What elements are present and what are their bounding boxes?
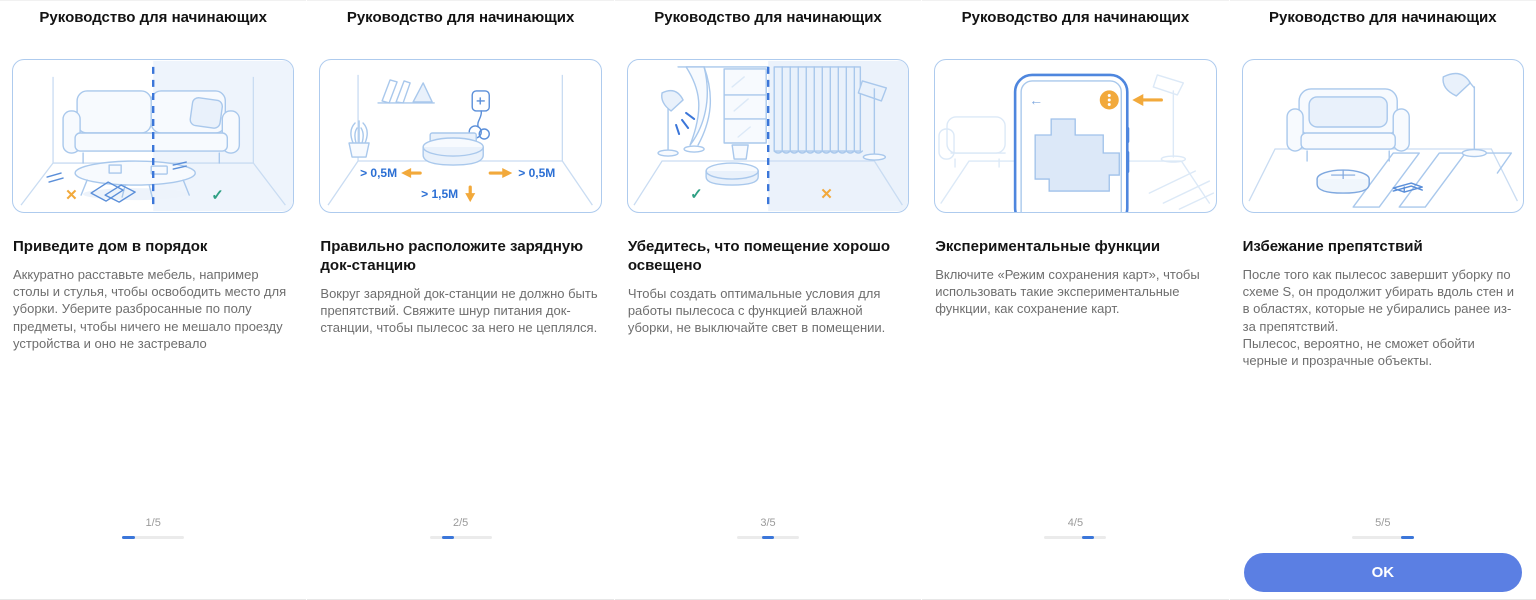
illustration-dock-placement <box>319 59 601 213</box>
page-title: Руководство для начинающих <box>39 9 267 26</box>
progress-fill <box>442 536 454 539</box>
guide-panel-3 <box>615 0 921 600</box>
illustration-good-lighting <box>627 59 909 213</box>
book-obstacle <box>1393 183 1422 192</box>
light-rays-icon <box>676 113 694 134</box>
guide-panel-2 <box>307 0 613 600</box>
progress-track <box>737 536 799 539</box>
page-title: Руководство для начинающих <box>654 9 882 26</box>
page-indicator <box>922 517 1228 539</box>
arrow-down-icon <box>466 193 476 202</box>
section-heading: Избежание препятствий <box>1242 238 1423 255</box>
window <box>724 69 766 143</box>
guide-panel-1 <box>0 0 306 600</box>
power-outlet <box>473 91 490 111</box>
progress-track <box>1044 536 1106 539</box>
progress-fill <box>122 536 134 539</box>
page-counter: 2/5 <box>452 517 469 529</box>
page-indicator <box>1230 517 1536 539</box>
robot-vacuum <box>1317 170 1369 193</box>
plant <box>349 121 369 157</box>
cross-icon: ✕ <box>65 187 78 205</box>
arrow-left-icon <box>402 168 412 178</box>
section-body: Чтобы создать оптимальные условия для работы пылесоса с функцией влажной уборки, не выключайте свет в помещении. <box>627 285 886 336</box>
illustration-experimental-features <box>934 59 1216 213</box>
phone-side-button <box>1126 127 1129 143</box>
progress-track <box>122 536 184 539</box>
clearance-right <box>491 166 556 180</box>
section-heading: Приведите дом в порядок <box>13 238 208 255</box>
check-icon: ✓ <box>689 186 703 204</box>
progress-track <box>1352 536 1414 539</box>
progress-fill <box>762 536 774 539</box>
arrow-right-icon <box>503 168 513 178</box>
illustration-obstacle-avoidance <box>1242 59 1524 213</box>
progress-fill <box>1401 536 1413 539</box>
page-counter: 3/5 <box>760 517 776 529</box>
shelf-books <box>378 80 434 103</box>
clearance-front <box>422 187 476 202</box>
closed-curtains <box>774 67 862 153</box>
sofa <box>1287 89 1409 161</box>
distance-left-label: > 0,5M <box>360 166 398 181</box>
clearance-left <box>360 166 420 180</box>
back-arrow-icon: ← <box>1029 91 1044 108</box>
phone-side-button <box>1126 151 1129 173</box>
more-options-icon <box>1100 90 1119 109</box>
pillow <box>189 97 223 129</box>
dock-station <box>424 133 484 165</box>
floor-lamp <box>1443 74 1486 157</box>
section-heading: Экспериментальные функции <box>935 238 1161 255</box>
obstacle-avoidance-drawing <box>1243 60 1523 212</box>
section-body: Вокруг зарядной док-станции не должно быть препятствий. Свяжите шнур питания док-станции, чтобы пылесос за него не цеплялся. <box>320 285 598 336</box>
map-saving-drawing <box>935 60 1215 212</box>
page-indicator <box>307 517 613 539</box>
section-body: Аккуратно расставьте мебель, например столы и стулья, чтобы освободить место для уборки. Уберите разбросанные по полу предметы, чтобы ничего не мешало проезду устройства и оно не застревало <box>13 266 287 351</box>
page-title: Руководство для начинающих <box>346 9 575 26</box>
section-heading: Правильно расположите зарядную док-станцию <box>320 238 584 274</box>
tidy-home-drawing <box>13 60 293 212</box>
check-icon: ✓ <box>211 187 224 205</box>
cross-icon: ✕ <box>820 186 833 204</box>
page-indicator <box>615 517 921 539</box>
progress-fill <box>1082 536 1094 539</box>
phone <box>1015 75 1129 212</box>
section-body-2: Пылесос, вероятно, не сможет обойти черные и прозрачные объекты. <box>1242 335 1475 369</box>
pens-on-floor <box>47 173 63 182</box>
page-counter: 4/5 <box>1067 517 1084 529</box>
cleaning-path-strips <box>1353 153 1511 207</box>
section-body: После того как пылесос завершит уборку по схеме S, он продолжит убирать вдоль стен и в областях, которые не убирались ранее из-за препятствий. <box>1242 266 1514 334</box>
section-heading: Убедитесь, что помещение хорошо освещено <box>627 238 891 274</box>
cup <box>109 165 121 173</box>
illustration-tidy-home <box>12 59 294 213</box>
vacuum-with-bin <box>706 145 758 185</box>
guide-panel-5 <box>1230 0 1536 600</box>
page-title: Руководство для начинающих <box>961 9 1190 26</box>
progress-track <box>430 536 492 539</box>
page-counter: 5/5 <box>1375 517 1391 529</box>
section-body: Включите «Режим сохранения карт», чтобы использовать такие экспериментальные функции, как сохранение карт. <box>935 266 1200 317</box>
good-lighting-drawing <box>628 60 908 212</box>
dock-placement-drawing <box>320 60 600 212</box>
guide-panel-4 <box>922 0 1228 600</box>
distance-right-label: > 0,5M <box>518 166 556 181</box>
page-counter: 1/5 <box>145 517 161 529</box>
arrow-left-icon <box>1133 94 1162 106</box>
ok-button[interactable]: OK <box>1244 553 1522 592</box>
distance-front-label: > 1,5M <box>421 187 459 202</box>
page-title: Руководство для начинающих <box>1269 9 1497 26</box>
page-indicator <box>0 517 306 539</box>
